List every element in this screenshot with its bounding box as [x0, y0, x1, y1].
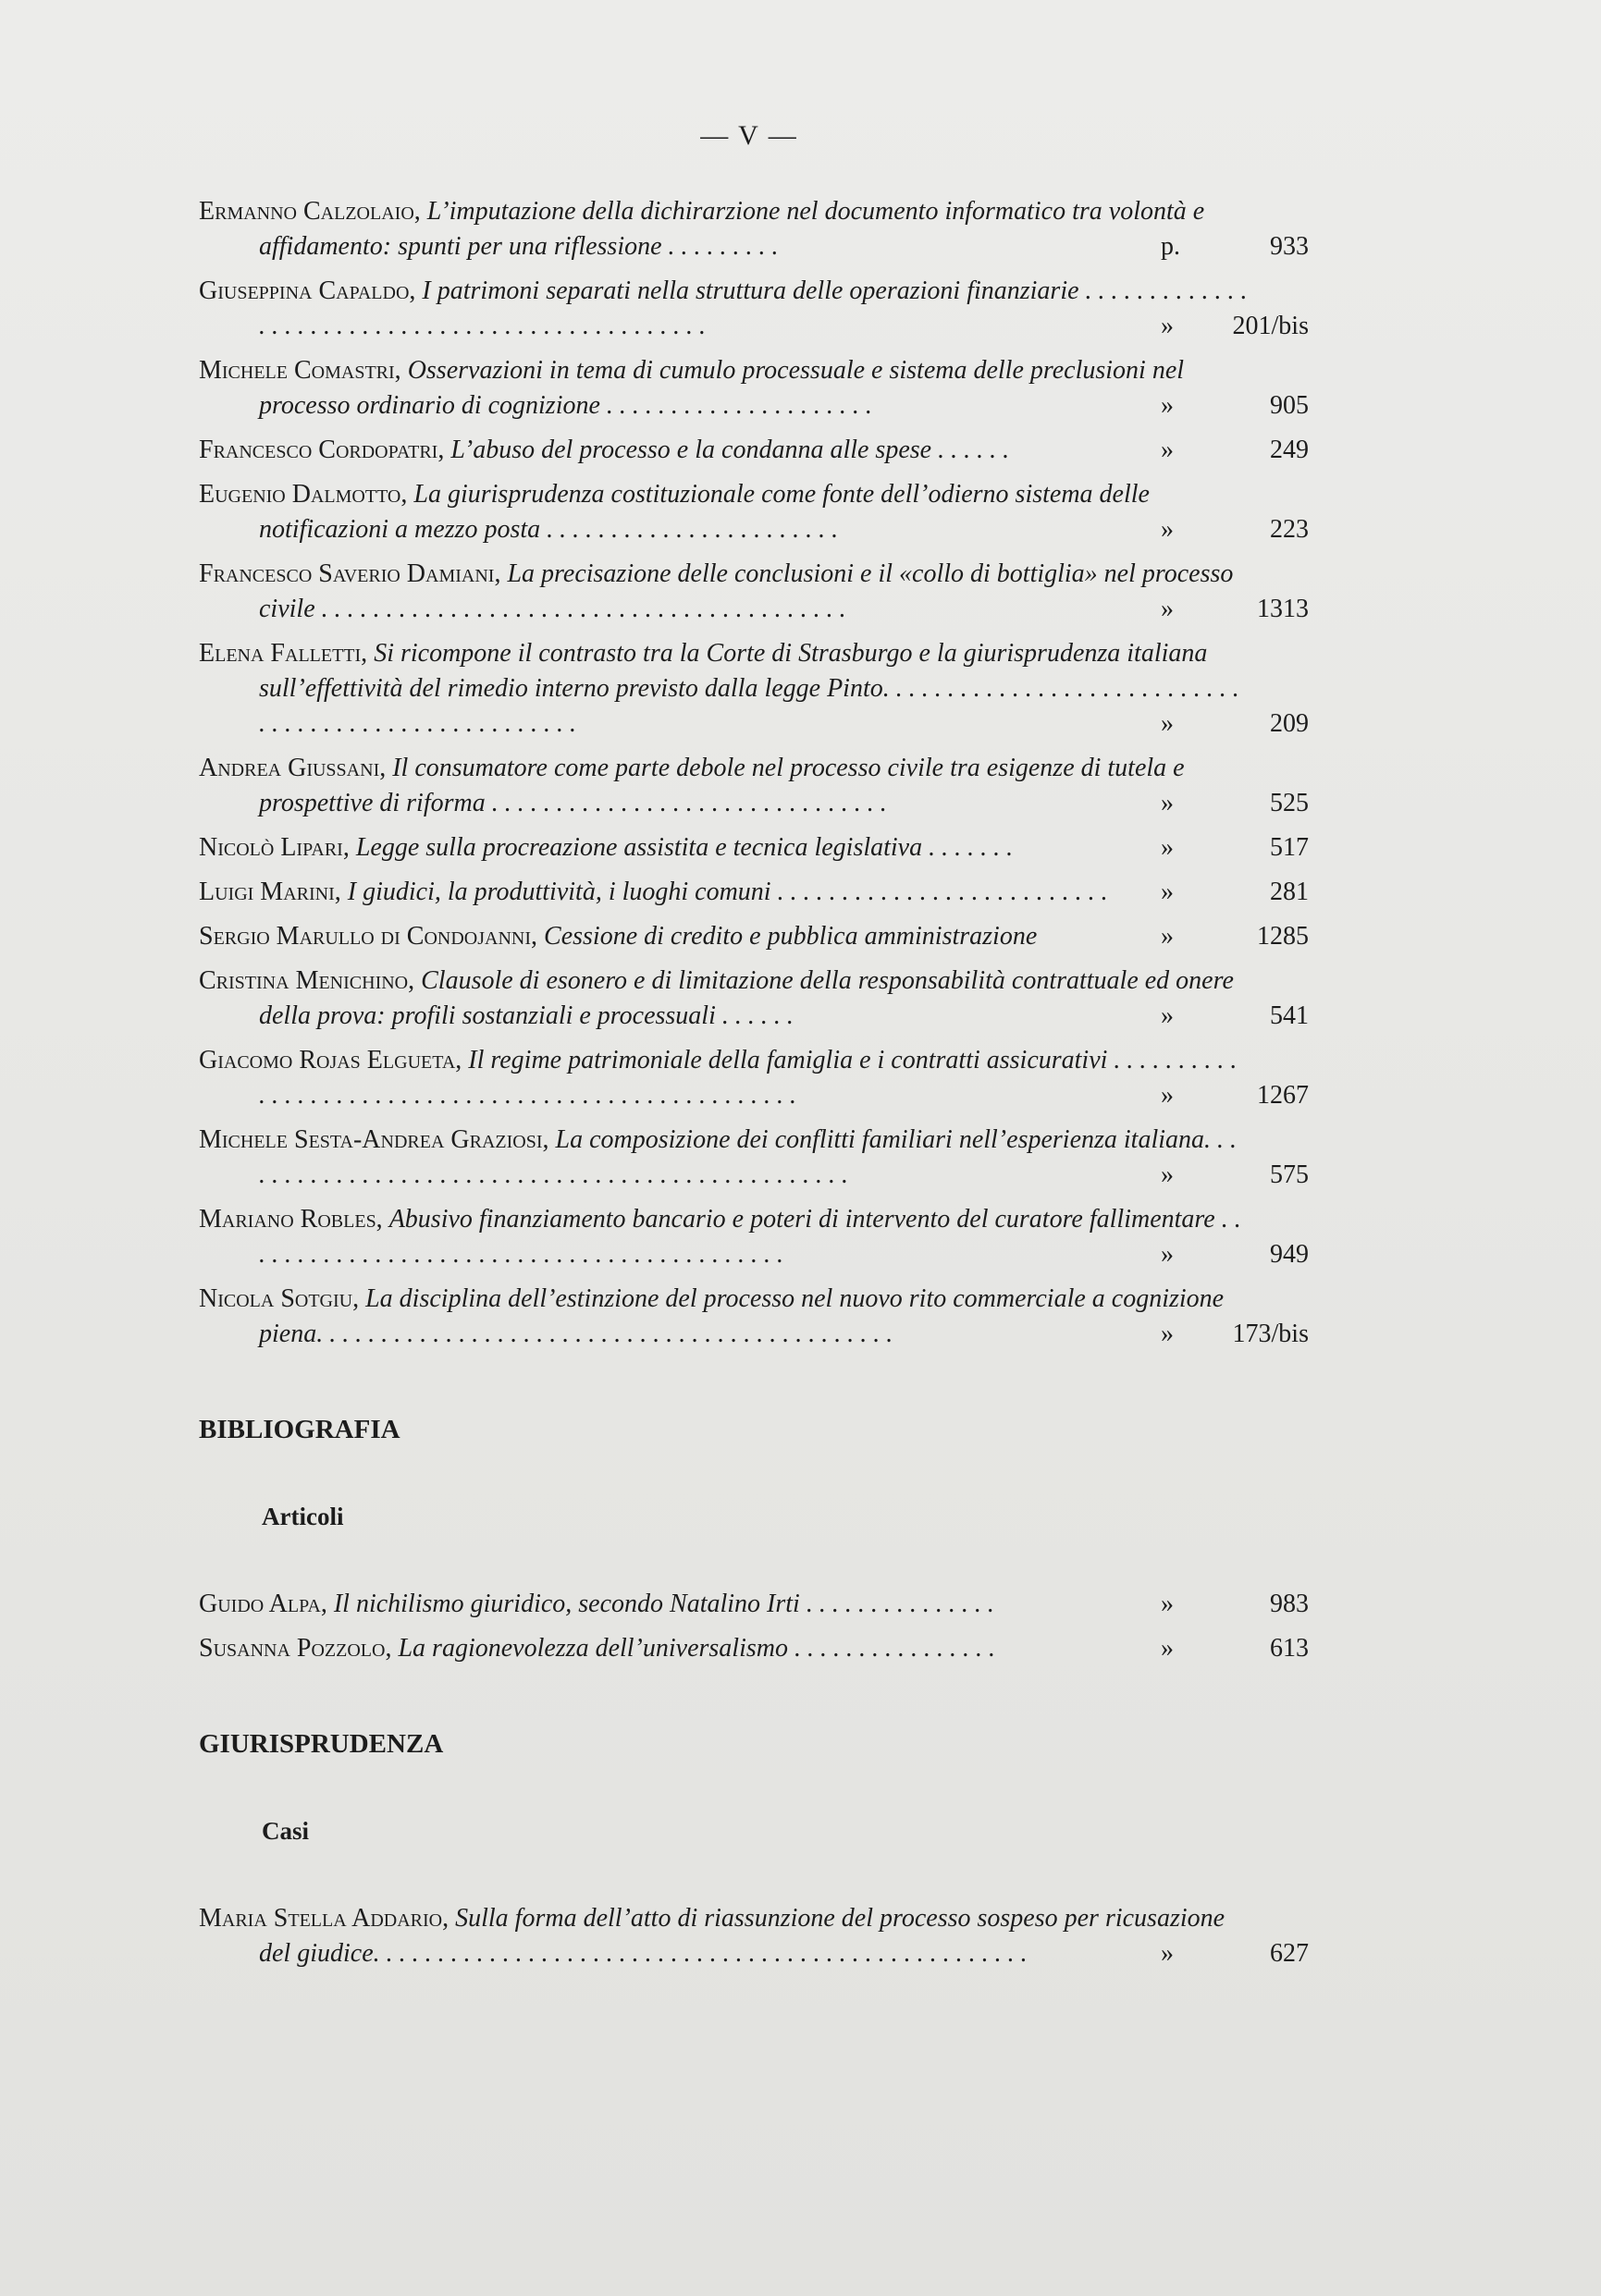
page-number: 1267	[1257, 1081, 1309, 1110]
ditto-mark: »	[1161, 789, 1174, 817]
leader-dots: . . . . . . . . . . . . . . . . . . . . . . . . . . . . . . . . . . . . . . . . . . . . . . . . . . .	[373, 1939, 1028, 1968]
page-reference	[1161, 433, 1309, 468]
ditto-mark: »	[1161, 1634, 1174, 1663]
leader-dots: . . . . . . . . . . . . . . . . . . . . . . . . . . . . . . . . . . . . . . . . . . . . . . . . . . . .	[259, 1046, 1238, 1110]
entry-author: Andrea Giussani,	[199, 754, 387, 782]
page-reference	[1161, 388, 1309, 424]
toc-entry	[199, 557, 1309, 627]
entry-author: Michele Comastri,	[199, 356, 401, 385]
entry-author: Luigi Marini,	[199, 878, 341, 906]
entry-author: Giuseppina Capaldo,	[199, 276, 416, 305]
page-reference	[1161, 1078, 1309, 1113]
entry-title: Legge sulla procreazione assistita e tecnica legislativa	[355, 833, 923, 862]
page-number: 613	[1270, 1634, 1309, 1663]
page-reference	[1161, 1317, 1309, 1352]
toc-entry-text	[199, 751, 1249, 821]
leader-dots: . . . . . . . . . . . . . . . . . . . . . . . . . .	[770, 878, 1108, 906]
toc-entry	[199, 830, 1309, 866]
page-number: 201/bis	[1232, 312, 1309, 340]
entry-author: Nicola Sotgiu,	[199, 1284, 360, 1313]
toc-entry	[199, 875, 1309, 910]
entry-title: Cessione di credito e pubblica amministrazione	[544, 922, 1038, 951]
toc-entry-text	[199, 1631, 1249, 1666]
ditto-mark: »	[1161, 1939, 1174, 1968]
toc-entry	[199, 636, 1309, 742]
entry-title: Sulla forma dell’atto di riassunzione del processo sospeso per ricusazione del giudice	[259, 1904, 1225, 1968]
entry-author: Mariano Robles,	[199, 1205, 383, 1234]
page-reference	[1161, 592, 1309, 627]
toc-entry-text	[199, 875, 1249, 910]
page-number: 173/bis	[1232, 1320, 1309, 1348]
entry-author: Susanna Pozzolo,	[199, 1634, 392, 1663]
page-number: 541	[1270, 1001, 1309, 1030]
toc-entry-text	[199, 830, 1249, 866]
ditto-mark: »	[1161, 312, 1174, 340]
toc-entry-text	[199, 433, 1249, 468]
leader-dots: . . . . . . . . . . . . . . . . . . . . . . .	[540, 515, 839, 544]
ditto-mark: »	[1161, 878, 1174, 906]
entry-title: Abusivo finanziamento bancario e poteri di intervento del curatore fallimentare	[388, 1205, 1215, 1234]
page-reference	[1161, 786, 1309, 821]
table-of-contents	[199, 194, 1309, 1981]
page-number: 1313	[1257, 595, 1309, 623]
entry-author: Maria Stella Addario,	[199, 1904, 450, 1933]
ditto-mark: »	[1161, 595, 1174, 623]
ditto-mark: »	[1161, 1001, 1174, 1030]
toc-entry	[199, 1123, 1309, 1193]
leader-dots: . . . . . . . . . . . . . . . . . . . . . . . . . . . . . . . . . . . . . . . . . . . . . . . .	[259, 276, 1248, 340]
ditto-mark: »	[1161, 1081, 1174, 1110]
leader-dots: . . . . . . . . . . . . . . . . . . . . . . . . . . . . . . . . . . . . . . . . .	[314, 595, 846, 623]
ditto-mark: »	[1161, 922, 1174, 951]
toc-entry-text	[199, 1282, 1249, 1352]
ditto-mark: »	[1161, 1320, 1174, 1348]
ditto-mark: »	[1161, 1590, 1174, 1618]
leader-dots: . . . . . . . . . . . . . . . . . . . . . . . . . . . . . . . . . . . . . . . . . . . . . . . . . . . . .	[259, 674, 1239, 738]
page-number: 949	[1270, 1240, 1309, 1269]
leader-dots: . . . . . . . . . . . . . . . . . . . . . . . . . . . . . . . . . . . . . . . . . . .	[259, 1205, 1241, 1269]
entry-title: La giurisprudenza costituzionale come fonte dell’odierno sistema delle notificazioni a mezzo posta	[259, 480, 1150, 544]
toc-entry	[199, 274, 1309, 344]
ditto-mark: p.	[1161, 232, 1180, 261]
toc-entry	[199, 1043, 1309, 1113]
ditto-mark: »	[1161, 833, 1174, 862]
ditto-mark: »	[1161, 436, 1174, 464]
entry-title: L’imputazione della dichirarzione nel documento informatico tra volontà e affidamento: spunti per una riflessione	[259, 197, 1205, 261]
page-number: 575	[1270, 1160, 1309, 1189]
toc-entry	[199, 1587, 1309, 1622]
entry-title: L’abuso del processo e la condanna alle spese	[450, 436, 932, 464]
entry-author: Francesco Cordopatri,	[199, 436, 445, 464]
entry-title: La precisazione delle conclusioni e il «collo di bottiglia» nel processo civile	[259, 559, 1234, 623]
ditto-mark: »	[1161, 1160, 1174, 1189]
toc-entry-text	[199, 274, 1249, 344]
leader-dots: . . . . . .	[931, 436, 1010, 464]
subsection-heading-articoli: Articoli	[262, 1503, 344, 1530]
toc-entry-text	[199, 1123, 1249, 1193]
entry-list-giurisprudenza	[199, 1901, 1309, 1971]
page-reference	[1161, 830, 1309, 866]
toc-entry	[199, 1631, 1309, 1666]
entry-title: Il consumatore come parte debole nel processo civile tra esigenze di tutela e prospettive di riforma	[259, 754, 1185, 817]
toc-entry-text	[199, 1901, 1249, 1971]
page-reference	[1161, 1237, 1309, 1272]
page-number: 933	[1270, 232, 1309, 261]
entry-author: Nicolò Lipari,	[199, 833, 350, 862]
leader-dots: . . . . . .	[715, 1001, 794, 1030]
page-number: 905	[1270, 391, 1309, 420]
leader-dots: . . . . . . . . .	[661, 232, 779, 261]
page-reference	[1161, 999, 1309, 1034]
toc-entry-text	[199, 636, 1249, 742]
toc-entry	[199, 433, 1309, 468]
entry-author: Elena Falletti,	[199, 639, 368, 668]
page-number: 281	[1270, 878, 1309, 906]
leader-dots: . . . . . . . . . . . . . . . .	[788, 1634, 995, 1663]
page-reference	[1161, 309, 1309, 344]
page-number: 1285	[1257, 922, 1309, 951]
entry-title: Si ricompone il contrasto tra la Corte di Strasburgo e la giurisprudenza italiana sull’effettività del rimedio interno previsto dalla legge Pinto	[259, 639, 1208, 703]
entry-author: Giacomo Rojas Elgueta,	[199, 1046, 462, 1074]
entry-title: I patrimoni separati nella struttura delle operazioni finanziarie	[422, 276, 1079, 305]
toc-entry	[199, 751, 1309, 821]
toc-entry-text	[199, 353, 1249, 424]
entry-author: Michele Sesta-Andrea Graziosi,	[199, 1125, 549, 1154]
entry-author: Francesco Saverio Damiani,	[199, 559, 501, 588]
page-reference	[1161, 919, 1309, 954]
page-number: 517	[1270, 833, 1309, 862]
toc-entry-text	[199, 477, 1249, 547]
leader-dots: . . . . . . . . . . . . . . .	[799, 1590, 994, 1618]
toc-entry-text	[199, 1202, 1249, 1272]
section-heading-bibliografia: BIBLIOGRAFIA	[199, 1415, 400, 1444]
page-number: 209	[1270, 709, 1309, 738]
page-reference	[1161, 512, 1309, 547]
page-reference	[1161, 706, 1309, 742]
toc-entry-text	[199, 557, 1249, 627]
entry-list-bibliografia	[199, 1587, 1309, 1666]
ditto-mark: »	[1161, 515, 1174, 544]
entry-title: Clausole di esonero e di limitazione della responsabilità contrattuale ed onere della prova: profili sostanziali e processuali	[259, 966, 1234, 1030]
toc-entry	[199, 919, 1309, 954]
page-reference	[1161, 875, 1309, 910]
page-folio: — V —	[700, 120, 798, 151]
entry-author: Eugenio Dalmotto,	[199, 480, 408, 509]
leader-dots: . . . . . . . . . . . . . . . . . . . . . . . . . . . . . . . . . . . . . . . . . . . . .	[316, 1320, 893, 1348]
leader-dots: . . . . . . . . . . . . . . . . . . . . .	[599, 391, 872, 420]
toc-entry	[199, 1901, 1309, 1971]
toc-entry-text	[199, 194, 1249, 264]
section-heading-giurisprudenza: GIURISPRUDENZA	[199, 1729, 444, 1759]
page-reference	[1161, 1587, 1309, 1622]
entry-title: La ragionevolezza dell’universalismo	[398, 1634, 788, 1663]
page-reference	[1161, 1936, 1309, 1971]
entry-title: La disciplina dell’estinzione del processo nel nuovo rito commerciale a cognizione piena	[259, 1284, 1225, 1348]
leader-dots: . . . . . . . . . . . . . . . . . . . . . . . . . . . . . . . . . . . . . . . . . . . . . . . . .	[259, 1125, 1238, 1189]
toc-entry-text	[199, 1587, 1249, 1622]
toc-entry-text	[199, 919, 1249, 954]
toc-entry	[199, 477, 1309, 547]
entry-title: La composizione dei conflitti familiari nell’esperienza italiana	[555, 1125, 1205, 1154]
entry-author: Sergio Marullo di Condojanni,	[199, 922, 538, 951]
toc-entry	[199, 353, 1309, 424]
toc-entry	[199, 1282, 1309, 1352]
leader-dots: . . . . . . .	[922, 833, 1014, 862]
toc-entry-text	[199, 964, 1249, 1034]
page-reference	[1161, 1631, 1309, 1666]
page-number: 627	[1270, 1939, 1309, 1968]
page-number: 525	[1270, 789, 1309, 817]
entry-title: Il nichilismo giuridico, secondo Natalino Irti	[333, 1590, 800, 1618]
entry-list-top	[199, 194, 1309, 1352]
entry-author: Ermanno Calzolaio,	[199, 197, 421, 226]
page-reference	[1161, 1158, 1309, 1193]
ditto-mark: »	[1161, 709, 1174, 738]
page-number: 249	[1270, 436, 1309, 464]
toc-entry-text	[199, 1043, 1249, 1113]
page-number: 223	[1270, 515, 1309, 544]
entry-title: Il regime patrimoniale della famiglia e i contratti assicurativi	[468, 1046, 1108, 1074]
page-reference	[1161, 229, 1309, 264]
subsection-heading-casi: Casi	[262, 1817, 310, 1845]
ditto-mark: »	[1161, 1240, 1174, 1269]
toc-entry	[199, 964, 1309, 1034]
toc-entry	[199, 194, 1309, 264]
entry-title: Osservazioni in tema di cumulo processuale e sistema delle preclusioni nel processo ordinario di cognizione	[259, 356, 1185, 420]
entry-author: Guido Alpa,	[199, 1590, 327, 1618]
ditto-mark: »	[1161, 391, 1174, 420]
entry-title: I giudici, la produttività, i luoghi comuni	[347, 878, 771, 906]
page-number: 983	[1270, 1590, 1309, 1618]
toc-entry	[199, 1202, 1309, 1272]
entry-author: Cristina Menichino,	[199, 966, 415, 995]
leader-dots: . . . . . . . . . . . . . . . . . . . . . . . . . . . . . . .	[485, 789, 887, 817]
